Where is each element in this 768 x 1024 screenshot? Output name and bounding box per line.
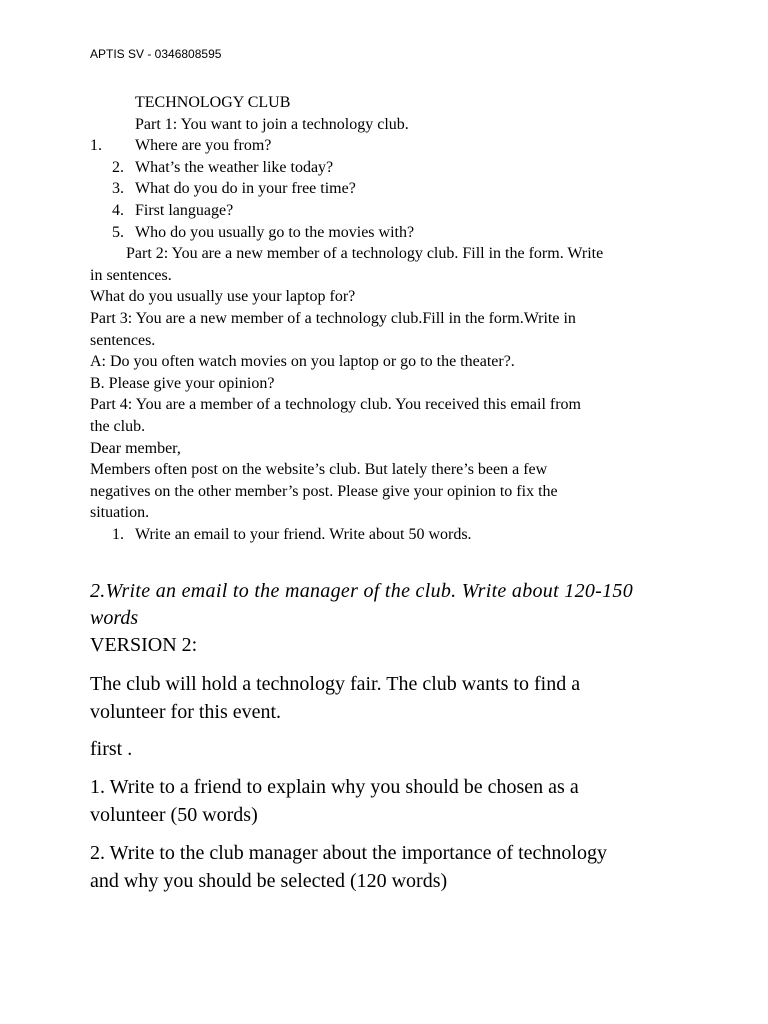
list-item xyxy=(90,524,690,546)
list-item xyxy=(90,157,690,179)
list-number: 2. xyxy=(112,158,124,176)
list-item xyxy=(90,135,690,157)
page-header: APTIS SV - 0346808595 xyxy=(90,47,222,61)
document-title: TECHNOLOGY CLUB xyxy=(135,94,291,111)
part2-question: What do you usually use your laptop for? xyxy=(90,288,356,306)
part3-question-b: B. Please give your opinion? xyxy=(90,374,275,392)
list-number: 5. xyxy=(112,223,124,241)
task2-line: 2.Write an email to the manager of the club. Write about 120-150 xyxy=(90,580,634,602)
version2-item-1: 1. Write to a friend to explain why you should be chosen as a xyxy=(90,776,579,798)
list-item xyxy=(90,200,690,222)
part4-intro: Part 4: You are a member of a technology club. You received this email from xyxy=(90,396,581,414)
part3-intro-cont: sentences. xyxy=(90,331,156,349)
list-number: 1. xyxy=(90,137,102,155)
list-text: First language? xyxy=(135,201,234,219)
email-greeting: Dear member, xyxy=(90,439,181,457)
list-item xyxy=(90,222,690,244)
version2-item-1: volunteer (50 words) xyxy=(90,804,258,826)
version2-heading: VERSION 2: xyxy=(90,634,198,656)
list-number: 1. xyxy=(112,525,124,543)
list-number: 3. xyxy=(112,180,124,198)
list-text: Write an email to your friend. Write about 50 words. xyxy=(135,525,472,543)
email-body-line: negatives on the other member’s post. Please give your opinion to fix the xyxy=(90,482,558,500)
part2-intro: Part 2: You are a new member of a technology club. Fill in the form. Write xyxy=(126,245,604,263)
email-body-line: situation. xyxy=(90,504,150,522)
version2-section xyxy=(90,578,690,895)
part2-intro-cont: in sentences. xyxy=(90,266,172,284)
part4-intro-cont: the club. xyxy=(90,417,146,435)
task2-line: words xyxy=(90,607,139,629)
part1-intro: Part 1: You want to join a technology club. xyxy=(135,115,409,133)
version2-intro: volunteer for this event. xyxy=(90,701,282,723)
part3-intro: Part 3: You are a new member of a technology club.Fill in the form.Write in xyxy=(90,309,576,327)
list-text: What’s the weather like today? xyxy=(135,158,334,176)
list-number: 4. xyxy=(112,201,124,219)
part3-question-a: A: Do you often watch movies on you laptop or go to the theater?. xyxy=(90,353,515,371)
email-body-line: Members often post on the website’s club. But lately there’s been a few xyxy=(90,461,548,479)
list-text: Who do you usually go to the movies with? xyxy=(135,223,415,241)
list-item xyxy=(90,178,690,200)
version2-item-2: and why you should be selected (120 words) xyxy=(90,870,448,892)
version2-item-2: 2. Write to the club manager about the importance of technology xyxy=(90,842,607,864)
version2-intro: The club will hold a technology fair. The club wants to find a xyxy=(90,673,581,695)
list-text: What do you do in your free time? xyxy=(135,180,356,198)
version2-first: first . xyxy=(90,738,133,760)
document-body xyxy=(90,92,690,545)
list-text: Where are you from? xyxy=(135,137,272,155)
